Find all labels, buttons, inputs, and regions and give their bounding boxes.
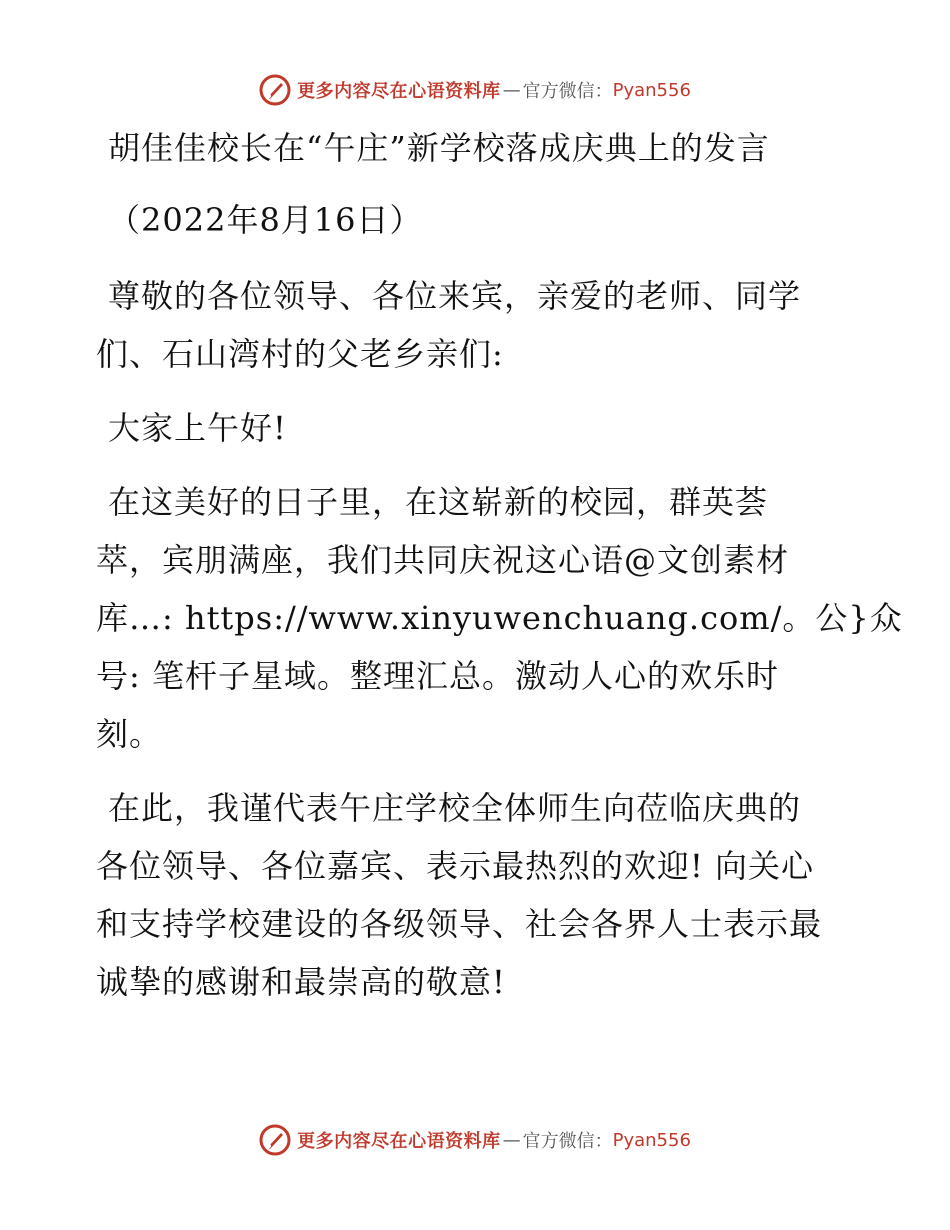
paragraph-line: 各位领导、各位嘉宾、表示最热烈的欢迎! 向关心 <box>96 847 815 885</box>
footer-banner <box>0 1120 950 1160</box>
banner-label: 官方微信： <box>522 1131 613 1152</box>
paragraph-line: 诚挚的感谢和最崇高的敬意! <box>96 963 506 1001</box>
banner-wechat-id: Pyan556 <box>612 79 691 101</box>
paragraph-line: 在这美好的日子里，在这崭新的校园，群英荟 <box>108 483 769 521</box>
paragraph-line: 们、石山湾村的父老乡亲们: <box>96 335 504 373</box>
paragraph-line: 库…: https://www.xinyuwenchuang.com/。公}众 <box>96 599 903 637</box>
header-banner <box>0 70 950 110</box>
banner-separator: — <box>502 1129 521 1151</box>
paragraph-line: 刻。 <box>96 715 163 753</box>
paragraph-line: 尊敬的各位领导、各位来宾，亲爱的老师、同学 <box>108 277 802 315</box>
banner-separator: — <box>502 79 521 101</box>
paragraph-line: 在此，我谨代表午庄学校全体师生向莅临庆典的 <box>108 789 802 827</box>
paragraph-line: 号: 笔杆子星域。整理汇总。激动人心的欢乐时 <box>96 657 779 695</box>
document-title: 胡佳佳校长在“午庄”新学校落成庆典上的发言 <box>108 129 770 167</box>
document-date: （2022年8月16日） <box>108 201 423 239</box>
banner-wechat-id: Pyan556 <box>612 1129 691 1151</box>
banner-text: 更多内容尽在心语资料库 <box>297 1131 501 1152</box>
banner-label: 官方微信： <box>522 81 613 102</box>
banner-text: 更多内容尽在心语资料库 <box>297 81 501 102</box>
quill-logo-icon <box>259 74 291 106</box>
paragraph-line: 和支持学校建设的各级领导、社会各界人士表示最 <box>96 905 823 943</box>
paragraph-line: 大家上午好! <box>108 409 287 447</box>
paragraph-line: 萃，宾朋满座，我们共同庆祝这心语@文创素材 <box>96 541 790 579</box>
quill-logo-icon <box>259 1124 291 1156</box>
